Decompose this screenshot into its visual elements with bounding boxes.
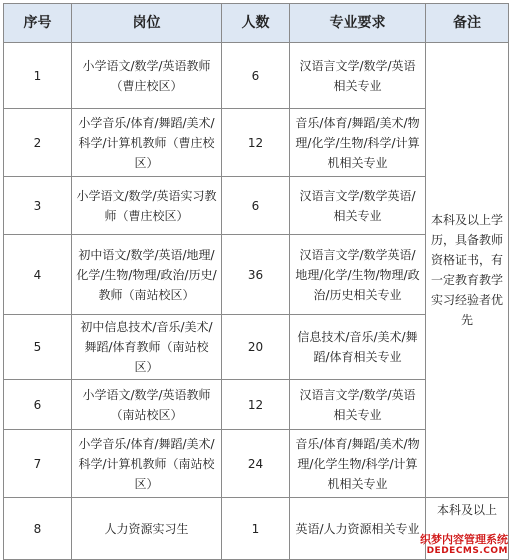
watermark <box>398 533 508 557</box>
header-count: 人数 <box>222 4 290 43</box>
cell-count: 36 <box>222 235 290 315</box>
cell-count: 20 <box>222 315 290 380</box>
watermark-line1: 织梦内容管理系统 <box>420 533 508 546</box>
cell-no: 7 <box>4 430 72 498</box>
cell-position: 小学语文/数学/英语实习教师（曹庄校区） <box>72 177 222 235</box>
cell-position: 人力资源实习生 <box>72 498 222 560</box>
header-note: 备注 <box>426 4 509 43</box>
header-no: 序号 <box>4 4 72 43</box>
cell-count: 24 <box>222 430 290 498</box>
cell-count: 6 <box>222 177 290 235</box>
cell-count: 1 <box>222 498 290 560</box>
recruitment-table <box>3 3 509 560</box>
cell-major: 汉语言文学/数学英语/相关专业 <box>290 177 426 235</box>
table-row <box>4 43 509 109</box>
cell-note-last: 本科及以上 <box>426 498 509 560</box>
cell-major: 音乐/体育/舞蹈/美术/物理/化学生物/科学/计算机相关专业 <box>290 430 426 498</box>
header-major: 专业要求 <box>290 4 426 43</box>
cell-count: 12 <box>222 109 290 177</box>
cell-position: 初中语文/数学/英语/地理/化学/生物/物理/政治/历史/教师（南站校区） <box>72 235 222 315</box>
cell-count: 12 <box>222 380 290 430</box>
cell-no: 5 <box>4 315 72 380</box>
cell-major: 信息技术/音乐/美术/舞蹈/体育相关专业 <box>290 315 426 380</box>
cell-major: 汉语言文学/数学/英语相关专业 <box>290 380 426 430</box>
cell-no: 1 <box>4 43 72 109</box>
cell-major: 英语/人力资源相关专业 <box>290 498 426 560</box>
cell-no: 2 <box>4 109 72 177</box>
cell-no: 6 <box>4 380 72 430</box>
cell-position: 小学语文/数学/英语教师（南站校区） <box>72 380 222 430</box>
cell-no: 4 <box>4 235 72 315</box>
cell-position: 小学语文/数学/英语教师（曹庄校区） <box>72 43 222 109</box>
cell-note-main: 本科及以上学历，具备教师资格证书，有一定教育教学实习经验者优先 <box>426 43 509 498</box>
cell-no: 3 <box>4 177 72 235</box>
cell-position: 小学音乐/体育/舞蹈/美术/科学/计算机教师（曹庄校区） <box>72 109 222 177</box>
header-row <box>4 4 509 43</box>
watermark-line2: DEDECMS.COM <box>426 546 508 556</box>
cell-count: 6 <box>222 43 290 109</box>
cell-position: 小学音乐/体育/舞蹈/美术/科学/计算机教师（南站校区） <box>72 430 222 498</box>
header-position: 岗位 <box>72 4 222 43</box>
cell-no: 8 <box>4 498 72 560</box>
cell-major: 汉语言文学/数学/英语相关专业 <box>290 43 426 109</box>
cell-major: 音乐/体育/舞蹈/美术/物理/化学/生物/科学/计算机相关专业 <box>290 109 426 177</box>
cell-position: 初中信息技术/音乐/美术/舞蹈/体育教师（南站校区） <box>72 315 222 380</box>
cell-major: 汉语言文学/数学英语/地理/化学/生物/物理/政治/历史相关专业 <box>290 235 426 315</box>
